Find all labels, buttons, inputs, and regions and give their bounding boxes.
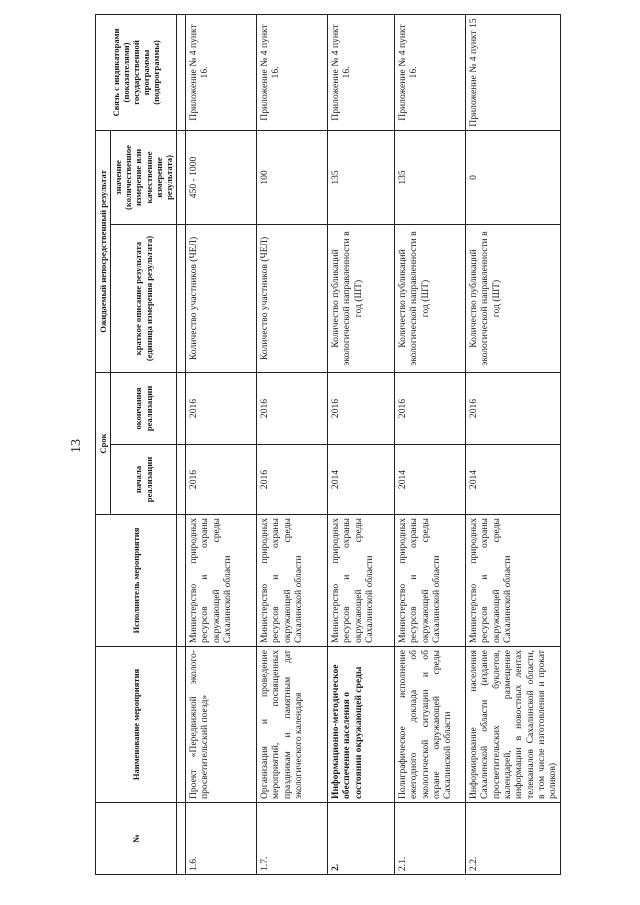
header-result-desc: краткое описание результата (единица измерения результата) (111, 224, 177, 372)
row-num: 2. (327, 803, 394, 875)
row-value: 0 (465, 130, 561, 224)
header-term-start: начала реализации (111, 445, 177, 515)
row-value: 450 - 1000 (185, 130, 256, 224)
row-name: Полиграфическое исполнение ежегодного доклада об экологической ситуации и об охране окружающей среды Сахалинской области (394, 647, 465, 803)
header-num: № (96, 803, 177, 875)
header-result-value: значение (количественное измерение или качественное измерение результата) (111, 130, 177, 224)
row-name: Информационно-методическое обеспечение населения о состоянии окружающей среды (327, 647, 394, 803)
row-end: 2016 (256, 372, 327, 444)
table-row (185, 14, 256, 874)
header-gap (176, 14, 185, 874)
row-executor: Министерство природных ресурсов и охраны окружающей среды Сахалинской области (394, 515, 465, 647)
row-start: 2014 (327, 445, 394, 515)
header-link: Связь с индикаторами (показателями) государственной программы (подпрограммы) (96, 14, 177, 130)
row-name: Проект «Передвижной эколого-просветительский поезд» (185, 647, 256, 803)
row-link: Приложение № 4 пункт 16. (256, 14, 327, 130)
row-link: Приложение № 4 пункт 16. (185, 14, 256, 130)
row-executor: Министерство природных ресурсов и охраны окружающей среды Сахалинской области (327, 515, 394, 647)
row-executor: Министерство природных ресурсов и охраны окружающей среды Сахалинской области (185, 515, 256, 647)
header-executor: Исполнитель мероприятия (96, 515, 177, 647)
row-desc: Количество публикаций экологической направленности в год (ШТ) (465, 224, 561, 372)
activities-table (95, 14, 561, 875)
row-end: 2016 (185, 372, 256, 444)
row-num: 2.2. (465, 803, 561, 875)
row-executor: Министерство природных ресурсов и охраны окружающей среды Сахалинской области (465, 515, 561, 647)
row-value: 100 (256, 130, 327, 224)
row-start: 2016 (185, 445, 256, 515)
row-value: 135 (327, 130, 394, 224)
row-link: Приложение № 4 пункт 16. (327, 14, 394, 130)
row-name: Организация и проведение мероприятий, посвященных праздникам и памятным дат экологического календаря (256, 647, 327, 803)
header-name: Наименование мероприятия (96, 647, 177, 803)
row-desc: Количество публикаций экологической направленности в год (ШТ) (327, 224, 394, 372)
row-start: 2014 (465, 445, 561, 515)
row-end: 2016 (465, 372, 561, 444)
row-start: 2016 (256, 445, 327, 515)
row-desc: Количество участников (ЧЕЛ) (185, 224, 256, 372)
row-num: 2.1. (394, 803, 465, 875)
row-num: 1.7. (256, 803, 327, 875)
header-term-end: окончания реализации (111, 372, 177, 444)
row-num: 1.6. (185, 803, 256, 875)
row-link: Приложение № 4 пункт 16. (394, 14, 465, 130)
row-end: 2016 (327, 372, 394, 444)
table-row (256, 14, 327, 874)
activities-table-sheet (95, 15, 605, 875)
row-start: 2014 (394, 445, 465, 515)
row-link: Приложение № 4 пункт 15 (465, 14, 561, 130)
table-row (327, 14, 394, 874)
table-row (465, 14, 561, 874)
row-executor: Министерство природных ресурсов и охраны окружающей среды Сахалинской области (256, 515, 327, 647)
header-result: Ожидаемый непосредственный результат (96, 130, 111, 372)
page-number: 13 (69, 439, 84, 453)
row-desc: Количество участников (ЧЕЛ) (256, 224, 327, 372)
row-value: 135 (394, 130, 465, 224)
table-row (394, 14, 465, 874)
header-term: Срок (96, 372, 111, 514)
row-end: 2016 (394, 372, 465, 444)
row-desc: Количество публикаций экологической направленности в год (ШТ) (394, 224, 465, 372)
row-name: Информирование населения Сахалинской области (издание просветительских буклетов, календарей, размещение информации в новостных лентах телеканалов Сахалинской области, в том числе изготовления и прокат роликов) (465, 647, 561, 803)
